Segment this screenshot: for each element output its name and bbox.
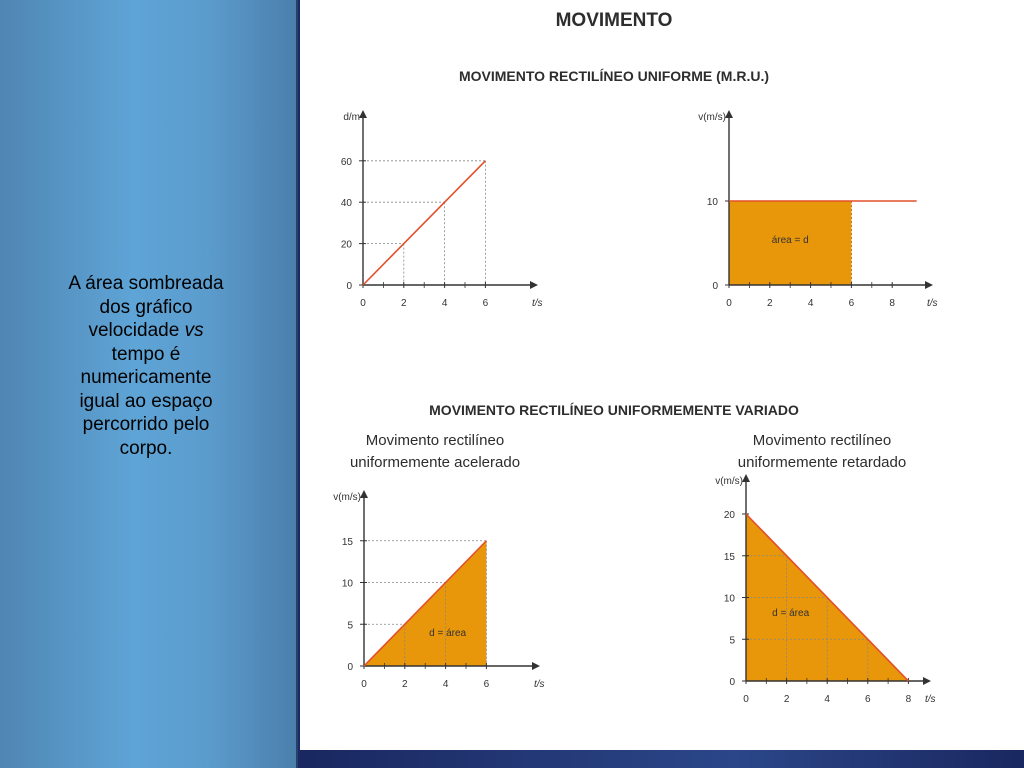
y-tick-label: 20 — [723, 510, 735, 521]
x-tick-label: 2 — [783, 694, 790, 705]
x-axis-label: t/s — [927, 298, 938, 309]
x-tick-label: 4 — [807, 298, 814, 309]
x-tick-label: 0 — [743, 694, 749, 705]
x-tick-label: 2 — [401, 298, 407, 309]
area-label: área = d — [771, 235, 809, 246]
x-tick-label: 4 — [824, 694, 830, 705]
mruv-accelerated-chart — [333, 490, 544, 690]
graphs-canvas — [300, 0, 1024, 750]
x-tick-label: 6 — [483, 679, 490, 690]
y-axis-arrow-icon — [742, 474, 750, 482]
mru-velocity-chart — [698, 110, 937, 309]
left-panel — [0, 0, 298, 768]
mru-title: MOVIMENTO RECTILÍNEO UNIFORME (M.R.U.) — [458, 68, 770, 84]
x-tick-label: 2 — [402, 679, 408, 690]
x-tick-label: 6 — [848, 298, 855, 309]
y-axis-label: v(m/s) — [715, 476, 743, 487]
x-axis-label: t/s — [925, 694, 936, 705]
accelerated-subtitle-line2: uniformemente acelerado — [349, 454, 521, 471]
x-axis-label: t/s — [532, 298, 543, 309]
x-tick-label: 6 — [865, 694, 871, 705]
mruv-title: MOVIMENTO RECTILÍNEO UNIFORMEMENTE VARIADO — [429, 402, 799, 418]
y-axis-label: d/m — [343, 112, 360, 123]
x-tick-label: 8 — [905, 694, 912, 705]
main-title: MOVIMENTO — [555, 10, 673, 31]
x-tick-label: 4 — [442, 679, 449, 690]
x-tick-label: 6 — [482, 298, 489, 309]
x-tick-label: 0 — [361, 679, 367, 690]
x-tick-label: 0 — [726, 298, 732, 309]
x-axis-arrow-icon — [530, 281, 538, 289]
y-tick-label: 5 — [729, 635, 735, 647]
bottom-band — [300, 750, 1024, 768]
y-axis-arrow-icon — [360, 490, 368, 498]
x-tick-label: 8 — [889, 298, 895, 309]
y-tick-label: 40 — [340, 198, 352, 210]
x-axis-arrow-icon — [532, 662, 540, 670]
caption-text-start: A área sombreada dos gráfico velocidade — [68, 273, 224, 341]
mru-position-chart — [341, 110, 543, 309]
x-tick-label: 0 — [360, 298, 366, 309]
y-tick-label: 0 — [712, 281, 718, 292]
y-tick-label: 0 — [346, 281, 352, 292]
accelerated-subtitle-line1: Movimento rectilíneo — [365, 432, 505, 449]
y-axis-arrow-icon — [725, 110, 733, 118]
area-label: d = área — [772, 607, 810, 619]
y-axis-label: v(m/s) — [698, 112, 726, 123]
x-tick-label: 4 — [441, 298, 448, 309]
caption-text-italic: vs — [184, 320, 204, 341]
y-tick-label: 20 — [340, 239, 352, 251]
x-axis-arrow-icon — [925, 281, 933, 289]
y-tick-label: 15 — [341, 536, 353, 548]
y-axis-label: v(m/s) — [333, 492, 361, 503]
y-tick-label: 5 — [347, 620, 353, 632]
y-tick-label: 60 — [340, 156, 352, 168]
retarded-subtitle-line2: uniformemente retardado — [737, 454, 907, 471]
x-axis-arrow-icon — [923, 677, 931, 685]
x-tick-label: 2 — [767, 298, 773, 309]
x-axis-label: t/s — [534, 679, 545, 690]
area-label: d = área — [429, 627, 467, 639]
sidebar-caption — [60, 272, 232, 460]
y-axis-arrow-icon — [359, 110, 367, 118]
mruv-retarded-chart — [715, 474, 935, 705]
retarded-subtitle-line1: Movimento rectilíneo — [752, 432, 892, 449]
y-tick-label: 15 — [723, 551, 735, 563]
y-tick-label: 10 — [341, 578, 353, 590]
data-line — [363, 161, 485, 285]
caption-text-end: tempo é numericamente igual ao espaço percorrido pelo corpo. — [79, 343, 213, 459]
y-tick-label: 0 — [729, 677, 735, 688]
y-tick-label: 10 — [706, 197, 718, 208]
y-tick-label: 0 — [347, 662, 353, 673]
y-tick-label: 10 — [723, 593, 735, 605]
